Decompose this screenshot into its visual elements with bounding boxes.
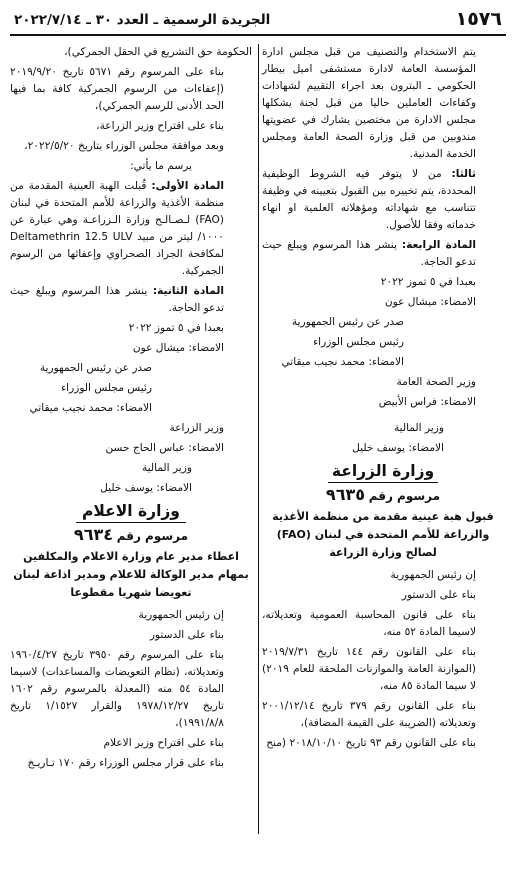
paragraph: بناء على القانون رقم ١٤٤ تاريخ ٢٠١٩/٧/٣١ (الموازنة العامة والموازنات الملحقة للعام ٢٠١٩) لا سيما المادة ٨٥ منه،	[262, 646, 476, 692]
paragraph	[262, 237, 504, 271]
decree-number-line	[10, 526, 252, 546]
paragraph: يتم الاستخدام والتصنيف من قبل مجلس ادارة المؤسسة العامة لادارة مستشفى اميل بيطار الحكومي ـ البترون بعد اجراء التقييم لشهادات وكفاءات العاملين حاليا من قبل لجنة يشكلها مجلس الادارة من مختصين يشارك في عضويتها مندوبين من قبل وزارة الصحة العامة ومجلس الخدمة المدنية.	[262, 46, 476, 160]
paragraph: بناء على اقتراح وزير الزراعة،	[96, 120, 224, 132]
paragraph: إن رئيس الجمهورية	[390, 569, 476, 581]
paragraph: بناء على الدستور	[149, 629, 224, 641]
issued-by: صدر عن رئيس الجمهورية	[291, 316, 404, 328]
paragraph: الحكومة حق التشريع في الحقل الجمركي)،	[64, 46, 252, 58]
signature: الامضاء: فراس الأبيض	[378, 396, 476, 408]
paragraph: بناء على قرار مجلس الوزراء رقم ١٧٠ تـاريـخ	[27, 757, 224, 769]
official-title: وزير المالية	[141, 462, 192, 474]
paragraph	[10, 283, 252, 317]
page-header	[10, 6, 506, 36]
paragraph: يرسم ما يأتي:	[130, 160, 192, 172]
issued-by: صدر عن رئيس الجمهورية	[39, 362, 152, 374]
official-title: وزير المالية	[393, 422, 444, 434]
decree-number-line	[262, 486, 504, 506]
signature: الامضاء: محمد نجيب ميقاتي	[29, 402, 152, 414]
page-number: ١٥٧٦	[455, 8, 502, 30]
article-lead: المادة الثانية:	[152, 285, 224, 297]
decree-number: ٩٦٣٤	[73, 525, 113, 544]
paragraph: بناء على الدستور	[401, 589, 476, 601]
heading-rule	[76, 522, 186, 523]
decree-date: بعبدا في ٥ تموز ٢٠٢٢	[380, 276, 476, 288]
decree-label: مرسوم رقم	[368, 489, 441, 503]
article-lead: المادة الأولى:	[151, 180, 224, 192]
signature: الامضاء: محمد نجيب ميقاتي	[281, 356, 404, 368]
heading-rule	[328, 482, 438, 483]
article-text: ينشر هذا المرسوم ويبلغ حيث تدعو الحاجة.	[10, 285, 224, 314]
left-column	[10, 44, 252, 775]
paragraph: بناء على القانون رقم ٩٣ تاريخ ٢٠١٨/١٠/١٠ (منح	[266, 737, 476, 749]
official-title: وزير الصحة العامة	[396, 376, 476, 388]
paragraph: بناء على المرسوم رقم ٣٩٥٠ تاريخ ١٩٦٠/٤/٢٧ وتعديلاته، (نظام التعويضات والمساعدات) لاسيما المادة ٥٤ منه (المعدلة بالمرسوم رقم ١٦٠٢ تاريخ ١٩٧٨/١٢/٢٧ والقرار ١/١٥٢٧ تاريخ ١٩٩١/٨/٨)،	[10, 649, 225, 729]
clause-text: من لا يتوفر فيه الشروط الوظيفية المحددة، يتم تخييره بين القبول بتعيينه في وظيفة تتناسب مع شهاداته ومؤهلاته العلمية او انهاء خدماته وفقا للأصول.	[262, 168, 476, 231]
right-column	[262, 44, 504, 755]
column-divider	[258, 44, 259, 834]
paragraph: بناء على قانون المحاسبة العمومية وتعديلاته، لاسيما المادة ٥٢ منه،	[262, 609, 476, 638]
official-title: رئيس مجلس الوزراء	[61, 382, 152, 394]
gazette-title: الجريدة الرسمية ـ العدد ٣٠ ـ ٢٠٢٢/٧/١٤	[14, 12, 271, 28]
article-lead: المادة الرابعة:	[401, 239, 476, 251]
paragraph	[262, 166, 504, 234]
ministry-heading: وزارة الزراعة	[331, 462, 435, 480]
decree-date: بعبدا في ٥ تموز ٢٠٢٢	[128, 322, 224, 334]
signature: الامضاء: ميشال عون	[132, 342, 224, 354]
signature: الامضاء: ميشال عون	[384, 296, 476, 308]
decree-subject: قبول هبة عينية مقدمة من منظمة الأغذية والزراعة للأمم المتحدة في لبنان (FAO) لصالح وزارة الزراعة	[272, 510, 494, 559]
clause-lead: ثالثا:	[451, 168, 476, 180]
decree-label: مرسوم رقم	[116, 529, 189, 543]
decree-number: ٩٦٣٥	[325, 485, 365, 504]
paragraph: بناء على المرسوم رقم ٥٦٧١ تاريخ ٢٠١٩/٩/٢٠ (إعفاءات من الرسوم الجمركية كافة بما فيها الحد الأدنى للرسم الجمركي)،	[10, 66, 224, 112]
paragraph	[10, 178, 252, 280]
signature: الامضاء: يوسف خليل	[100, 482, 192, 494]
signature: الامضاء: يوسف خليل	[352, 442, 444, 454]
official-title: وزير الزراعة	[169, 422, 224, 434]
official-title: رئيس مجلس الوزراء	[313, 336, 404, 348]
paragraph: إن رئيس الجمهورية	[138, 609, 224, 621]
article-text: ينشر هذا المرسوم ويبلغ حيث تدعو الحاجة.	[262, 239, 476, 268]
article-text: قُبلت الهبة العينية المقدمة من منظمة الأغذية والزراعة للأمم المتحدة في لبنان (FAO) لـصـالـح وزارة الـزراعـة وهي عبارة عن ١٠٠٠/ ليتر من مبيد Deltamethrin 12.5 ULV لمكافحة الجراد الصحراوي وإعفائها من الرسوم الجمركية.	[10, 180, 224, 277]
decree-subject: اعطاء مدير عام وزارة الاعلام والمكلفين بمهام مدير الوكالة للاعلام ومدير اذاعة لبنان تعويضا شهريا مقطوعا	[13, 550, 249, 599]
paragraph: وبعد موافقة مجلس الوزراء بتاريخ ٢٠٢٢/٥/٢٠،	[24, 140, 224, 152]
ministry-heading: وزارة الاعلام	[82, 502, 180, 520]
signature: الامضاء: عباس الحاج حسن	[105, 442, 224, 454]
paragraph: بناء على القانون رقم ٣٧٩ تاريخ ٢٠٠١/١٢/١٤ وتعديلاته (الضريبة على القيمة المضافة)،	[262, 700, 476, 729]
paragraph: بناء على اقتراح وزير الاعلام	[103, 737, 224, 749]
